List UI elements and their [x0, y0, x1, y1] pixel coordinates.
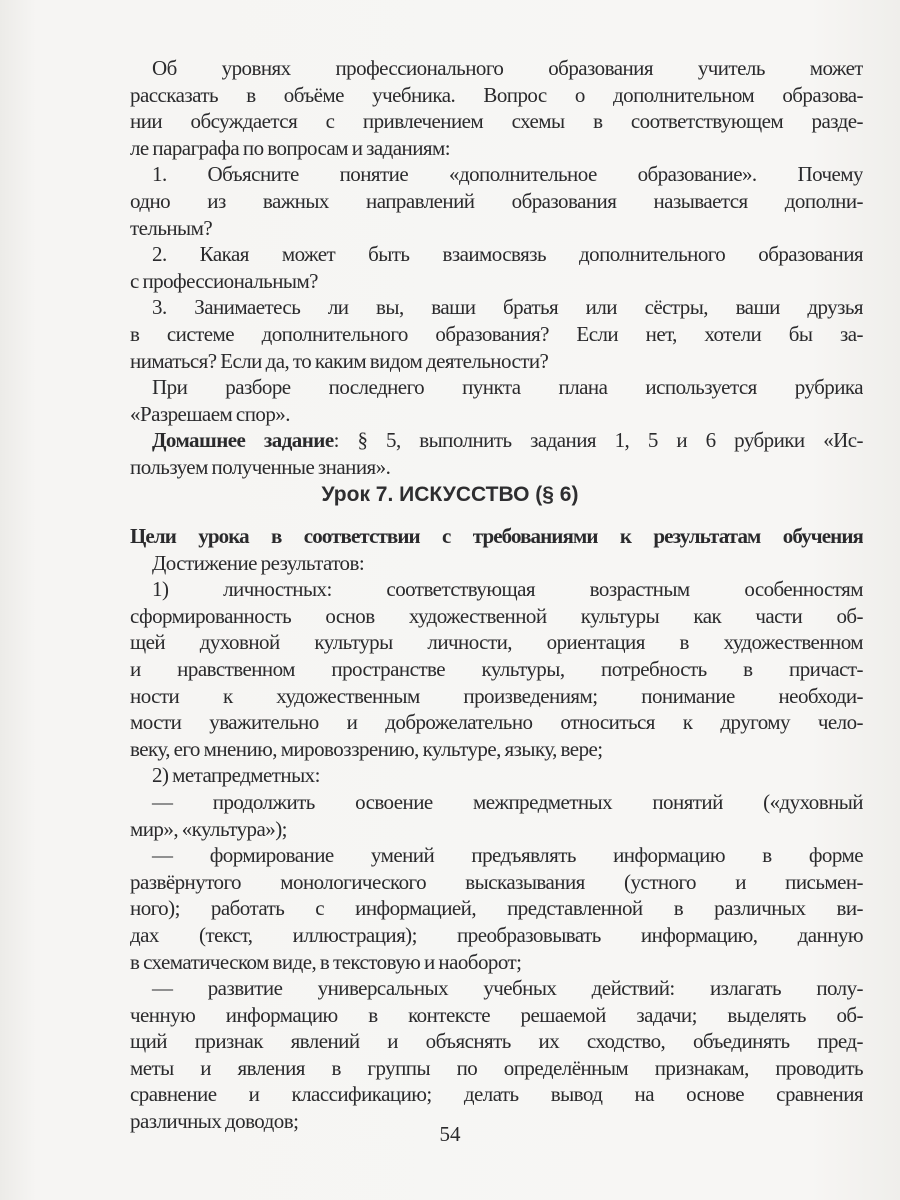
text-line: 2) метапредметных: [152, 763, 320, 788]
line-text: : § 5, выполнить задания 1, 5 и 6 рубрики «Ис- [333, 428, 863, 453]
text-line [130, 427, 863, 454]
text-line: различных доводов; [130, 1109, 299, 1134]
bold-label: Домашнее задание [152, 428, 334, 453]
text-line: рассказать в объёме учебника. Вопрос о дополнительном образова- [130, 82, 863, 107]
text-line: — формирование умений предъявлять информацию в форме [152, 843, 863, 868]
text-line: ниматься? Если да, то каким видом деятельности? [130, 348, 549, 373]
text-line: в системе дополнительного образования? Если нет, хотели бы за- [130, 321, 863, 346]
text-line: 1. Объясните понятие «дополнительное образование». Почему [152, 162, 863, 187]
text-line: мир», «культура»); [130, 816, 287, 841]
text-line: нии обсуждается с привлечением схемы в соответствующем разде- [130, 109, 863, 134]
text-line: ченную информацию в контексте решаемой задачи; выделять об- [130, 1002, 863, 1027]
lesson-7-goals-block [130, 523, 863, 1135]
text-line: сравнение и классификацию; делать вывод на основе сравнения [130, 1082, 863, 1107]
text-line: пользуем полученные знания». [130, 454, 391, 479]
text-line: 3. Занимаетесь ли вы, ваши братья или сёстры, ваши друзья [152, 295, 863, 320]
text-line: — развитие универсальных учебных действий: излагать полу- [152, 976, 863, 1001]
text-line: — продолжить освоение межпредметных понятий («духовный [152, 789, 863, 814]
text-line: Достижение результатов: [152, 550, 365, 575]
text-line: ного); работать с информацией, представленной в различных ви- [130, 896, 863, 921]
text-line: «Разрешаем спор». [130, 401, 290, 426]
text-line: ле параграфа по вопросам и заданиям: [130, 135, 451, 160]
text-line: сформированность основ художественной культуры как части об- [130, 603, 863, 628]
lesson-6-text-block [130, 55, 863, 481]
page-number: 54 [439, 1122, 461, 1146]
text-line: мости уважительно и доброжелательно относиться к другому чело- [130, 710, 863, 735]
text-line: 1) личностных: соответствующая возрастным особенностям [152, 577, 863, 602]
text-line: При разборе последнего пункта плана используется рубрика [152, 375, 863, 400]
text-line: тельным? [130, 215, 213, 240]
text-line: одно из важных направлений образования называется дополни- [130, 188, 863, 213]
text-line: щей духовной культуры личности, ориентация в художественном [130, 630, 863, 655]
text-line: 2. Какая может быть взаимосвязь дополнительного образования [152, 242, 863, 267]
text-line: Об уровнях профессионального образования учитель может [152, 56, 863, 80]
text-line: щий признак явлений и объяснять их сходство, объединять пред- [130, 1029, 863, 1054]
text-line: развёрнутого монологического высказывания (устного и письмен- [130, 869, 863, 894]
text-line: веку, его мнению, мировоззрению, культуре, языку, вере; [130, 736, 603, 761]
text-line: дах (текст, иллюстрация); преобразовывать информацию, данную [130, 922, 863, 947]
text-line: Цели урока в соответствии с требованиями к результатам обучения [130, 524, 863, 548]
text-line: в схематическом виде, в текстовую и наоборот; [130, 949, 522, 974]
text-line: ности к художественным произведениям; понимание необходи- [130, 683, 863, 708]
text-line: меты и явления в группы по определённым признакам, проводить [130, 1055, 863, 1080]
text-line: и нравственном пространстве культуры, потребность в причаст- [130, 656, 863, 681]
lesson-heading: Урок 7. ИСКУССТВО (§ 6) [321, 483, 579, 506]
text-line: с профессиональным? [130, 268, 318, 293]
